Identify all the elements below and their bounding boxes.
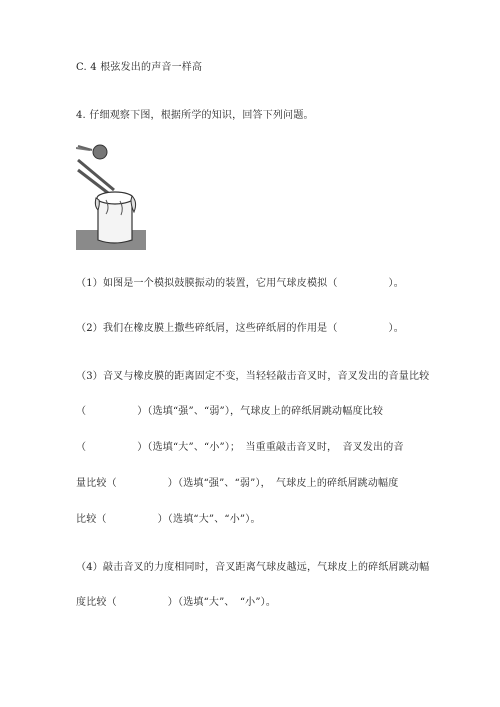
- option-c: C. 4 根弦发出的声音一样高: [76, 62, 203, 73]
- question-4-part-3-line-2: （ ）（选填“强”、“弱”），气球皮上的碎纸屑跳动幅度比较: [76, 406, 384, 417]
- question-4-part-4-line-1: （4）敲击音叉的力度相同时，音叉距离气球皮越远，气球皮上的碎纸屑跳动幅: [76, 562, 430, 573]
- question-4-part-3-line-1: （3）音叉与橡皮膜的距离固定不变，当轻轻敲击音叉时，音叉发出的音量比较: [76, 371, 430, 382]
- question-4-part-3-line-3: （ ）（选填“大”、“小”）； 当重重敲击音叉时， 音叉发出的音: [76, 442, 404, 453]
- tuning-fork-drum-illustration: [76, 140, 146, 250]
- question-4-part-1: （1）如图是一个模拟鼓膜振动的装置，它用气球皮模拟（ ）。: [76, 278, 404, 289]
- question-4-part-2: （2）我们在橡皮膜上撒些碎纸屑，这些碎纸屑的作用是（ ）。: [76, 323, 404, 334]
- bucket-with-balloon: [95, 192, 135, 243]
- question-4-heading: 4. 仔细观察下图，根据所学的知识，回答下列问题。: [76, 110, 314, 121]
- question-4-part-3-line-5: 比较（ ）（选填“大”、“小”）。: [76, 514, 261, 525]
- question-4-part-3-line-4: 量比较（ ）（选填“强”、“弱”）， 气球皮上的碎纸屑跳动幅度: [76, 478, 399, 489]
- mallet: [78, 145, 107, 159]
- question-4-part-4-line-2: 度比较（ ）（选填“大”、 “小”）。: [76, 597, 277, 608]
